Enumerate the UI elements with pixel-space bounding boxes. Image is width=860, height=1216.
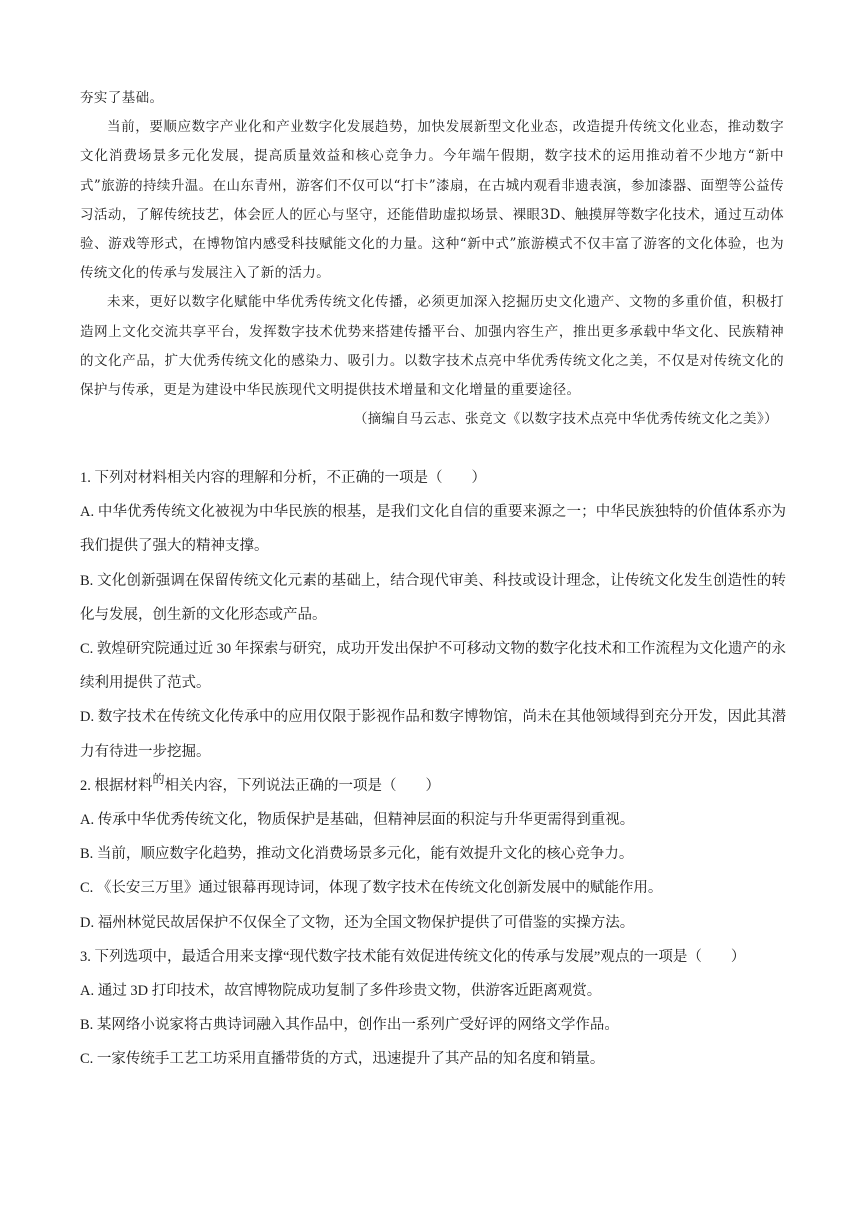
question-2-stem	[80, 769, 786, 803]
question-3-option-a: A. 通过 3D 打印技术，故宫博物院成功复制了多件珍贵文物，供游客近距离观赏。	[80, 983, 602, 1000]
question-2-stem-start: 2. 根据材料	[80, 777, 153, 794]
question-3-stem: 3. 下列选项中，最适合用来支撑“现代数字技术能有效促进传统文化的传承与发展”观点的一项是（ ）	[80, 948, 746, 965]
question-1-stem: 1. 下列对材料相关内容的理解和分析，不正确的一项是（ ）	[80, 470, 486, 486]
passage-paragraph-1: 当前，要顺应数字产业化和产业数字化发展趋势，加快发展新型文化业态，改造提升传统文化业态，推动数字文化消费场景多元化发展，提高质量效益和核心竞争力。今年端午假期，数字技术的运用推动着不少地方“新中式”旅游的持续升温。在山东青州，游客们不仅可以“打卡”漆扇，在古城内观看非遗表演，参加漆器、面塑等公益传习活动，了解传统技艺，体会匠人的匠心与坚守，还能借助虚拟场景、裸眼3D、触摸屏等数字化技术，通过互动体验、游戏等形式，在博物馆内感受科技赋能文化的力量。这种“新中式”旅游模式不仅丰富了游客的文化体验，也为传统文化的传承与发展注入了新的活力。	[80, 119, 784, 282]
passage-paragraph-0: 夯实了基础。	[80, 90, 164, 106]
passage-paragraph-2: 未来，更好以数字化赋能中华优秀传统文化传播，必须更加深入挖掘历史文化遗产、文物的多重价值，积极打造网上文化交流共享平台，发挥数字技术优势来搭建传播平台、加强内容生产，推出更多承载中华文化、民族精神的文化产品，扩大优秀传统文化的感染力、吸引力。以数字技术点亮中华优秀传统文化之美，不仅是对传统文化的保护与传承，更是为建设中华民族现代文明提供技术增量和文化增量的重要途径。	[80, 294, 784, 399]
passage-source: （摘编自马云志、张竞文《以数字技术点亮中华优秀传统文化之美》）	[353, 411, 778, 428]
question-2-option-c: C. 《长安三万里》通过银幕再现诗词，体现了数字技术在传统文化创新发展中的赋能作用。	[80, 880, 663, 897]
question-section	[80, 461, 786, 1077]
question-3-option-c: C. 一家传统手工艺工坊采用直播带货的方式，迅速提升了其产品的知名度和销量。	[80, 1051, 605, 1068]
question-1-option-d: D. 数字技术在传统文化传承中的应用仅限于影视作品和数字博物馆，尚未在其他领域得到充分开发，因此其潜力有待进一步挖掘。	[80, 709, 786, 760]
question-3-option-b: B. 某网络小说家将古典诗词融入其作品中，创作出一系列广受好评的网络文学作品。	[80, 1017, 619, 1034]
question-1-option-c: C. 敦煌研究院通过近 30 年探索与研究，成功开发出保护不可移动文物的数字化技术和工作流程为文化遗产的永续利用提供了范式。	[80, 641, 786, 692]
question-1-option-a: A. 中华优秀传统文化被视为中华民族的根基，是我们文化自信的重要来源之一；中华民族独特的价值体系亦为我们提供了强大的精神支撑。	[80, 504, 786, 555]
question-2-stem-end: 相关内容，下列说法正确的一项是（ ）	[164, 777, 441, 794]
question-2-stem-superscript: 的	[152, 771, 165, 786]
question-1-option-b: B. 文化创新强调在保留传统文化元素的基础上，结合现代审美、科技或设计理念，让传统文化发生创造性的转化与发展，创生新的文化形态或产品。	[80, 572, 786, 623]
question-2-option-a: A. 传承中华优秀传统文化，物质保护是基础，但精神层面的积淀与升华更需得到重视。	[80, 812, 635, 829]
reading-passage	[80, 84, 784, 434]
question-2-option-d: D. 福州林觉民故居保护不仅保全了文物，还为全国文物保护提供了可借鉴的实操方法。	[80, 914, 635, 931]
question-2-option-b: B. 当前，顺应数字化趋势，推动文化消费场景多元化，能有效提升文化的核心竞争力。	[80, 846, 634, 863]
